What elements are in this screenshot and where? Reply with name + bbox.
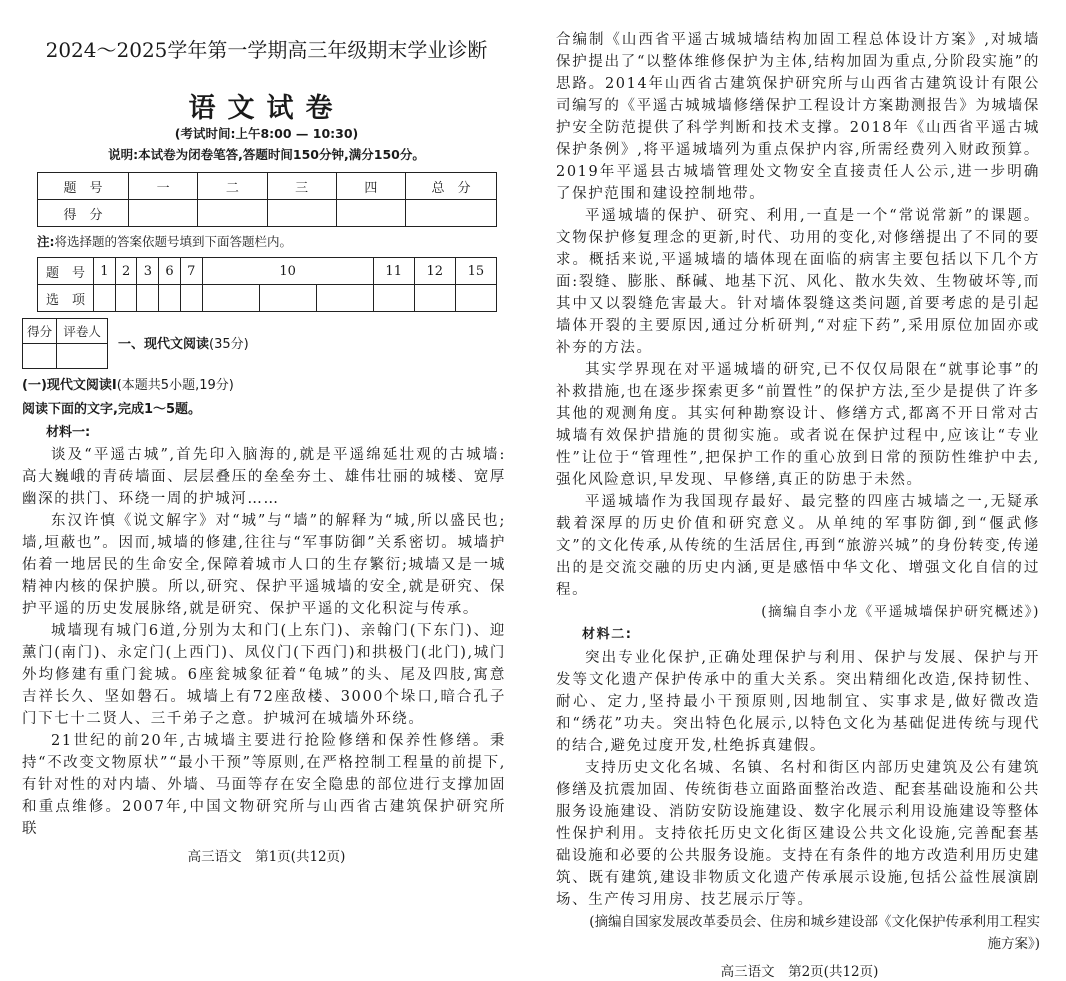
exam-page-1 [0, 0, 533, 865]
answer-cell[interactable] [202, 285, 259, 312]
answer-table-header: 3 [137, 258, 159, 285]
answer-cell[interactable] [259, 285, 316, 312]
citation: (摘编自国家发展改革委员会、住房和城乡建设部《文化保护传承利用工程实施方案》) [589, 914, 1040, 952]
paragraph: 21世纪的前20年,古城墙主要进行抢险修缮和保养性修缮。秉持“不改变文物原状”“最小干预”等原则,在严格控制工程量的前提下,有针对性的对内墙、外墙、马面等存在安全隐患的部位进行支撑加固和重点维修。2007年,中国文物研究所与山西省古建筑保护研究所联 [22, 733, 506, 837]
grader-name-cell[interactable] [57, 344, 108, 369]
score-table-header: 题 号 [38, 173, 129, 200]
score-table-header: 一 [129, 173, 198, 200]
paragraph: 城墙现有城门6道,分别为太和门(上东门)、亲翰门(下东门)、迎薰门(南门)、永定门(上西门)、凤仪门(下西门)和拱极门(北门),城门外均修建有重门瓮城。6座瓮城象征着“龟城”的头、尾及四肢,寓意吉祥长久、坚如磐石。城墙上有72座敌楼、3000个垛口,暗合孔子门下七十二贤人、三千弟子之意。护城河在城墙外环绕。 [22, 623, 506, 727]
answer-table-header: 题 号 [38, 258, 94, 285]
grader-score-label: 得分 [23, 319, 57, 344]
citation: (摘编自李小龙《平遥城墙保护研究概述》) [761, 604, 1040, 620]
answer-cell[interactable] [316, 285, 373, 312]
score-table-header: 三 [267, 173, 336, 200]
answer-table-header: 15 [455, 258, 496, 285]
note-text: 将选择题的答案依题号填到下面答题栏内。 [54, 234, 293, 249]
section-title: 一、现代文阅读 [118, 337, 210, 352]
paragraph: 谈及“平遥古城”,首先印入脑海的,就是平遥绵延壮观的古城墙:高大巍峨的青砖墙面、层层叠压的垒垒夯土、雄伟壮丽的城楼、宽厚幽深的拱门、环绕一周的护城河…… [22, 447, 506, 507]
grader-score-cell[interactable] [23, 344, 57, 369]
answer-cell[interactable] [373, 285, 414, 312]
instruction: 阅读下面的文字,完成1～5题。 [22, 402, 202, 417]
paragraph: 突出专业化保护,正确处理保护与利用、保护与发展、保护与开发等文化遗产保护传承中的重大关系。突出精细化改造,保持韧性、耐心、定力,坚持最小干预原则,因地制宜、实事求是,做好微改造和“绣花”功夫。突出特色化展示,以特色文化为基础促进传统与现代的结合,避免过度开发,杜绝拆真建假。 [556, 650, 1040, 754]
answer-table-header: 10 [202, 258, 373, 285]
answer-table-header: 6 [159, 258, 181, 285]
paragraph: 合编制《山西省平遥古城城墙结构加固工程总体设计方案》,对城墙保护提出了“以整体维修保护为主体,结构加固为重点,分阶段实施”的思路。2014年山西省古建筑保护研究所与山西省古建筑设计有限公司编写的《平遥古城城墙修缮保护工程设计方案勘测报告》为城墙保护安全防范提供了科学判断和技术支撑。2018年《山西省平遥古城保护条例》,将平遥城墙列为重点保护内容,所需经费列入财政预算。2019年平遥县古城墙管理处文物安全直接责任人公示,进一步明确了保护范围和建设控制地带。 [556, 32, 1040, 202]
exam-title: 2024～2025学年第一学期高三年级期末学业诊断 [45, 38, 488, 62]
answer-cell[interactable] [94, 285, 116, 312]
page-footer: 高三语文 第1页(共12页) [187, 849, 346, 865]
material-1-label: 材料一: [46, 425, 91, 440]
answer-table-header: 12 [414, 258, 455, 285]
score-cell[interactable] [267, 200, 336, 227]
score-table-header: 四 [336, 173, 405, 200]
subject-title: 语文试卷 [188, 93, 345, 124]
paragraph: 东汉许慎《说文解字》对“城”与“墙”的解释为“城,所以盛民也;墙,垣蔽也”。因而,城墙的修建,往往与“军事防御”关系密切。城墙护佑着一地居民的生命安全,保障着城市人口的生存繁衍;城墙又是一城精神内核的保护膜。所以,研究、保护平遥城墙的安全,就是研究、保护平遥的历史发展脉络,就是研究、保护平遥的文化积淀与传承。 [22, 513, 506, 617]
paragraph: 平遥城墙的保护、研究、利用,一直是一个“常说常新”的课题。文物保护修复理念的更新,时代、功用的变化,对修缮提出了不同的要求。概括来说,平遥城墙的墙体现在面临的病害主要包括以下几个方面:裂缝、膨胀、酥碱、地基下沉、风化、散水失效、生物破坏等,而其中又以裂缝危害最大。针对墙体裂缝这类问题,首要考虑的是引起墙体开裂的主要原因,通过分析研判,“对症下药”,采用原位加固亦或补夯的方法。 [556, 208, 1040, 356]
score-row-label: 得 分 [38, 200, 129, 227]
answer-table-header: 2 [115, 258, 137, 285]
score-table-header: 总 分 [406, 173, 497, 200]
grader-box [22, 318, 108, 369]
answer-table [37, 257, 497, 312]
subsection-title: (一)现代文阅读Ⅰ [22, 378, 117, 393]
score-cell[interactable] [336, 200, 405, 227]
answer-cell[interactable] [159, 285, 181, 312]
section-points: (35分) [209, 337, 249, 352]
answer-cell[interactable] [137, 285, 159, 312]
score-table [37, 172, 497, 227]
score-cell[interactable] [129, 200, 198, 227]
answer-cell[interactable] [180, 285, 202, 312]
paragraph: 平遥城墙作为我国现存最好、最完整的四座古城墙之一,无疑承载着深厚的历史价值和研究意义。从单纯的军事防御,到“偃武修文”的文化传承,从传统的生活居住,再到“旅游兴城”的身份转变,传递出的是交流交融的历史内涵,更是感悟中华文化、增强文化自信的过程。 [556, 494, 1040, 598]
subsection-points: (本题共5小题,19分) [116, 378, 234, 393]
subsection-heading [22, 377, 234, 394]
exam-time: (考试时间:上午8:00 — 10:30) [174, 126, 359, 141]
note-label: 注: [37, 234, 55, 249]
answer-cell[interactable] [115, 285, 137, 312]
page-2-flow [556, 29, 1066, 981]
page-footer: 高三语文 第2页(共12页) [720, 964, 879, 980]
answer-table-header: 1 [94, 258, 116, 285]
paragraph: 支持历史文化名城、名镇、名村和街区内部历史建筑及公有建筑修缮及抗震加固、传统街巷立面路面整治改造、配套基础设施和公共服务设施建设、消防安防设施建设、数字化展示利用设施建设等整体性保护利用。支持依托历史文化街区建设公共文化设施,完善配套基础设施和必要的公共服务设施。支持在有条件的地方改造利用历史建筑、既有建筑,建设非物质文化遗产传承展示设施,包括公益性展演剧场、生产传习用房、技艺展示厅等。 [556, 760, 1040, 908]
exam-description: 说明:本试卷为闭卷笔答,答题时间150分钟,满分150分。 [108, 147, 425, 162]
answer-row-label: 选 项 [38, 285, 94, 312]
answer-cell[interactable] [414, 285, 455, 312]
score-cell[interactable] [406, 200, 497, 227]
exam-page-2 [533, 0, 1066, 980]
answer-table-header: 7 [180, 258, 202, 285]
section-heading [118, 336, 249, 353]
paragraph: 其实学界现在对平遥城墙的研究,已不仅仅局限在“就事论事”的补救措施,也在逐步探索更多“前置性”的保护方法,至少是提供了许多其他的观测角度。其实何种勘察设计、修缮方式,都离不开日常对古城墙有效保护措施的贯彻实施。或者说在保护过程中,应该让“专业性”让位于“管理性”,把保护工作的重心放到日常的预防性维护中去,强化风险意识,早发现、早修缮,真正的防患于未然。 [556, 362, 1040, 488]
score-cell[interactable] [198, 200, 267, 227]
score-table-header: 二 [198, 173, 267, 200]
answer-cell[interactable] [455, 285, 496, 312]
material-1-body [22, 444, 506, 840]
answer-table-header: 11 [373, 258, 414, 285]
material-1-continued [556, 29, 1040, 955]
grader-name-label: 评卷人 [57, 319, 108, 344]
material-2-label: 材料二: [582, 627, 633, 642]
note [37, 234, 292, 250]
